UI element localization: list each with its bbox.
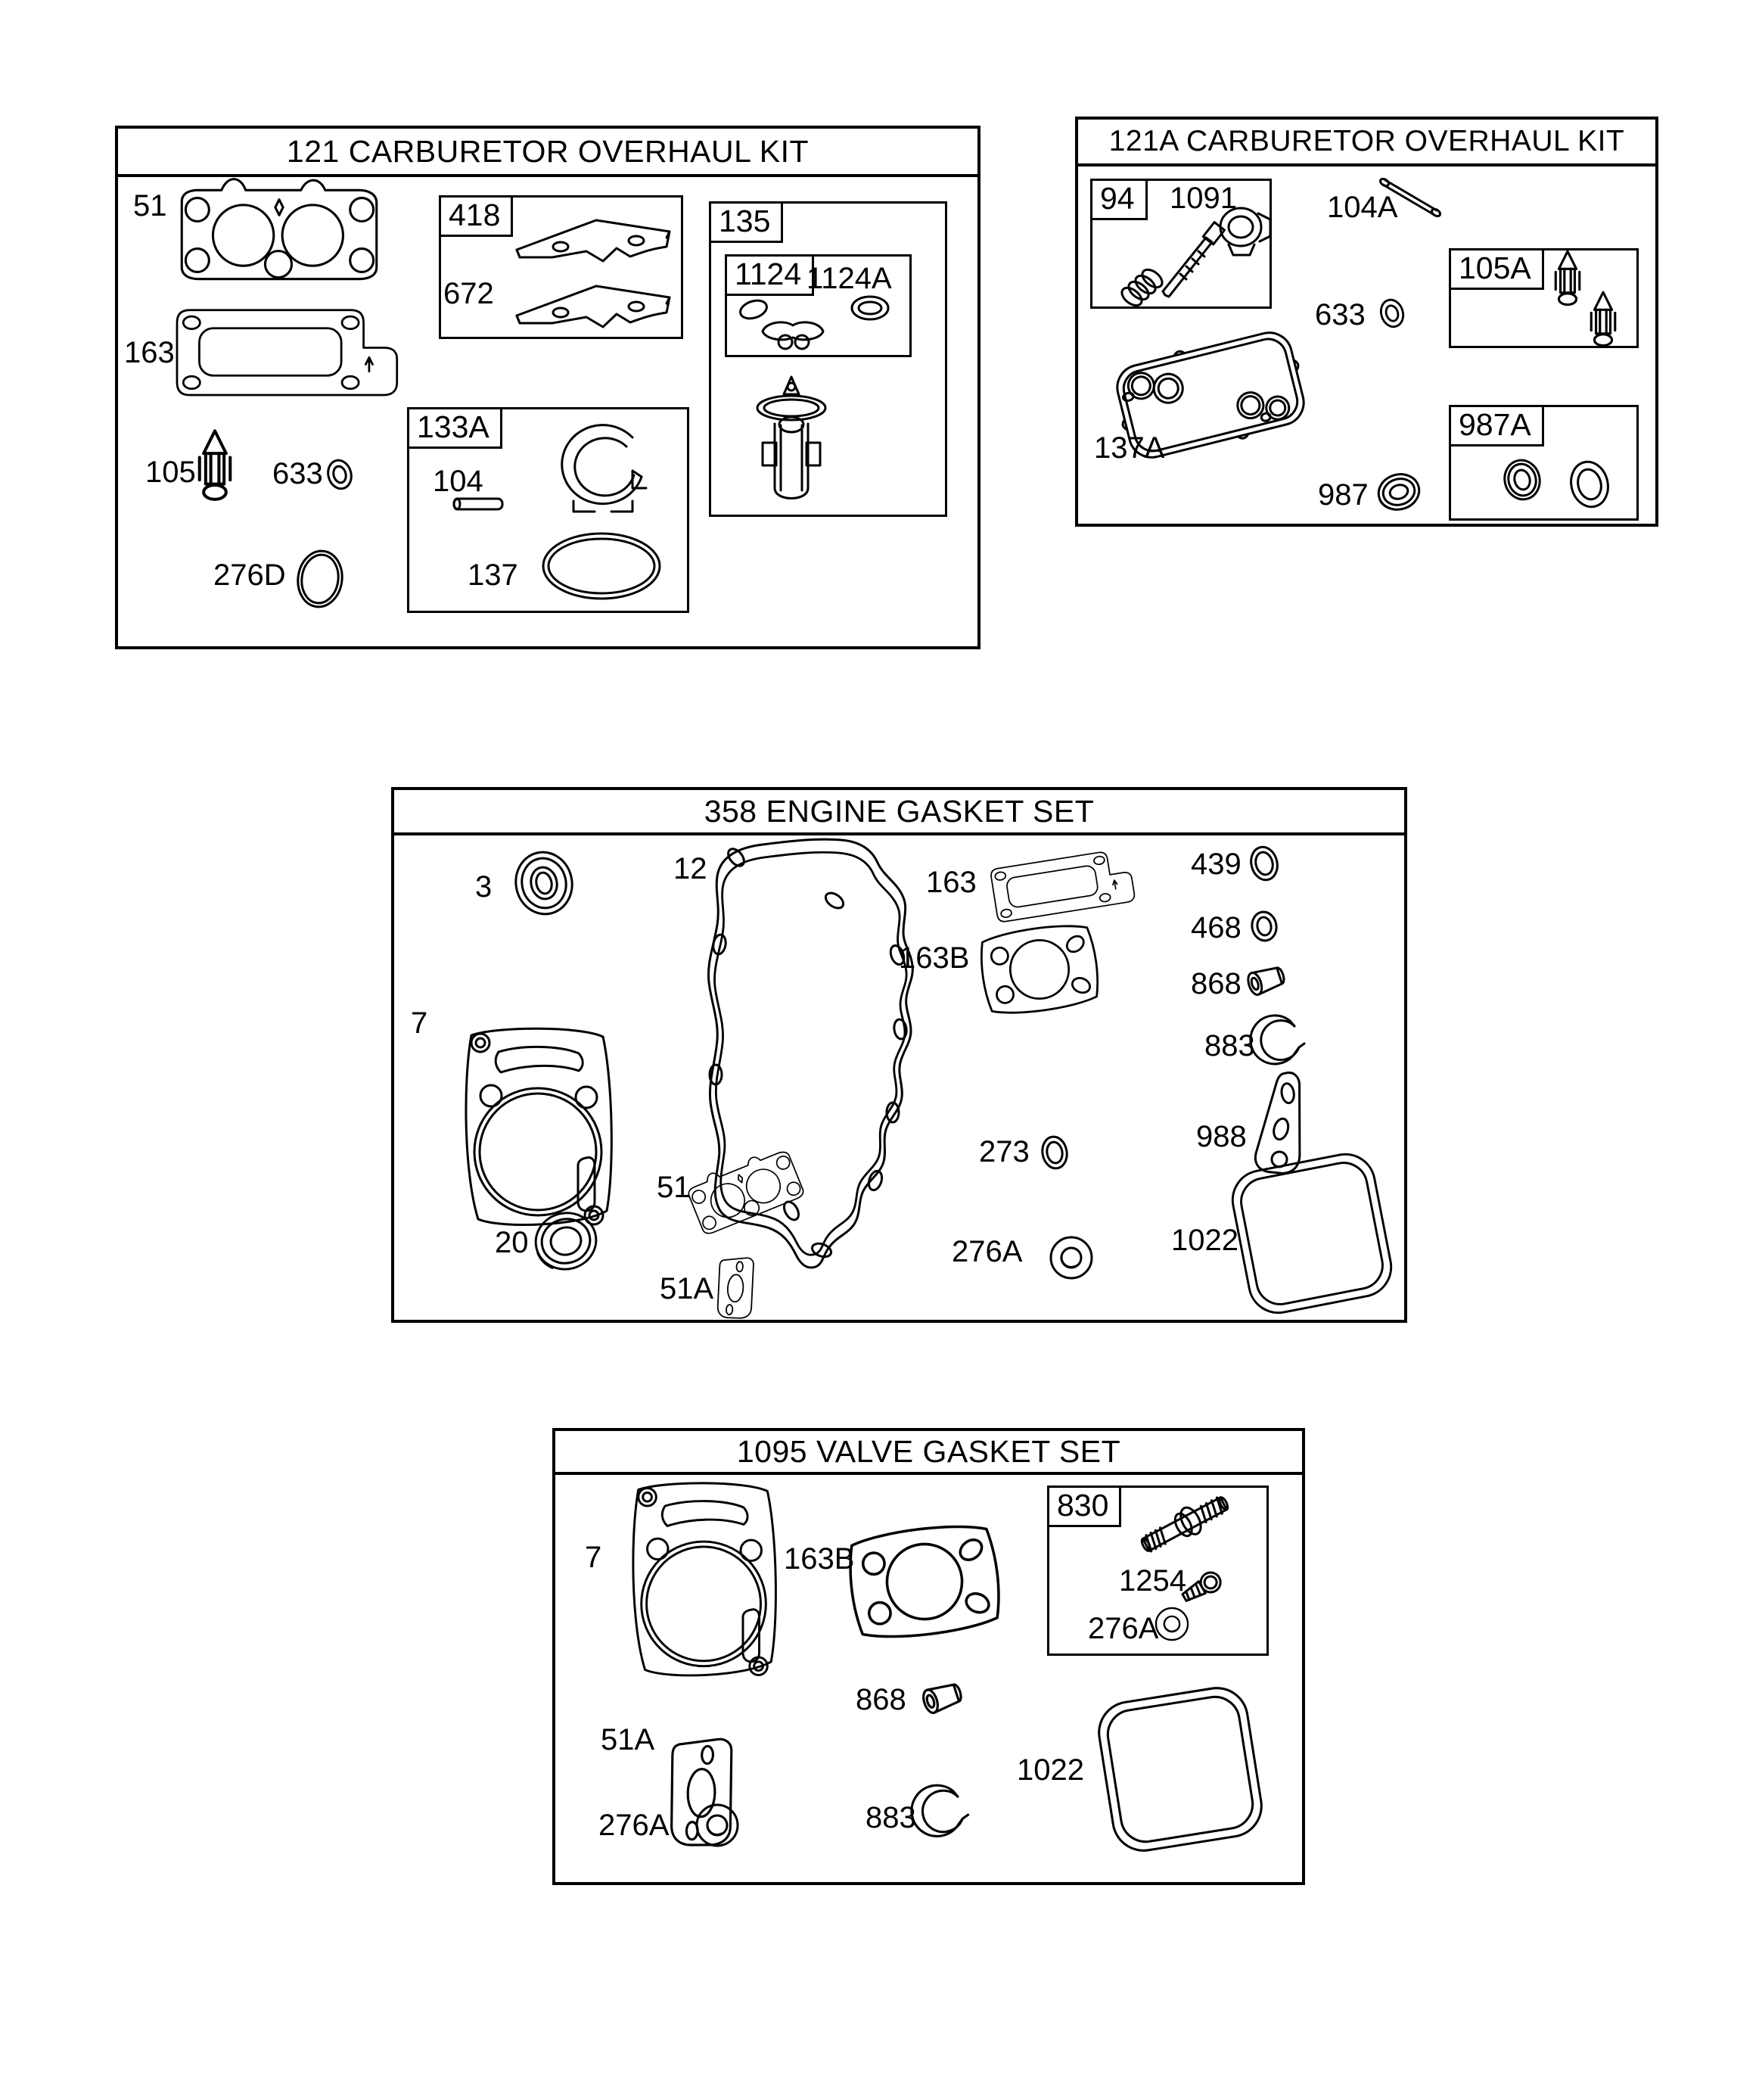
part-box-label-94: 94 <box>1090 179 1148 220</box>
part-label-51a-1095: 51A <box>601 1723 655 1756</box>
part-label-20: 20 <box>495 1226 529 1259</box>
part-box-105a <box>1449 248 1639 348</box>
part-label-1091: 1091 <box>1170 182 1237 215</box>
part-label-883-358: 883 <box>1204 1029 1255 1062</box>
part-label-7-358: 7 <box>411 1006 428 1040</box>
part-label-163b-1095: 163B <box>784 1542 855 1576</box>
part-label-276a-830: 276A <box>1088 1612 1159 1645</box>
part-label-137a: 137A <box>1094 431 1165 465</box>
part-label-104a: 104A <box>1327 191 1398 224</box>
part-label-276a-358: 276A <box>952 1235 1023 1268</box>
part-label-276d: 276D <box>213 558 286 592</box>
part-label-12: 12 <box>673 852 707 885</box>
part-label-633b: 633 <box>1315 298 1366 331</box>
kit-121-title: 121 CARBURETOR OVERHAUL KIT <box>118 129 977 177</box>
kit-1095-title: 1095 VALVE GASKET SET <box>555 1431 1302 1475</box>
part-label-104: 104 <box>433 465 483 498</box>
part-label-987: 987 <box>1318 478 1369 512</box>
part-label-868-358: 868 <box>1191 967 1242 1000</box>
part-box-label-105a: 105A <box>1449 248 1544 290</box>
part-label-51a-358: 51A <box>660 1272 714 1305</box>
part-box-label-135: 135 <box>709 201 783 243</box>
part-label-988: 988 <box>1196 1120 1247 1153</box>
part-box-label-133a: 133A <box>407 407 502 449</box>
part-label-633: 633 <box>272 457 323 490</box>
part-box-label-418: 418 <box>439 195 513 237</box>
kit-358-title: 358 ENGINE GASKET SET <box>394 790 1404 835</box>
part-label-273: 273 <box>979 1135 1030 1168</box>
part-label-163-358: 163 <box>926 866 977 899</box>
part-label-105: 105 <box>145 456 196 489</box>
part-label-468: 468 <box>1191 911 1242 944</box>
part-box-133a <box>407 407 689 613</box>
part-box-418 <box>439 195 683 339</box>
part-label-672: 672 <box>443 277 494 310</box>
part-label-137: 137 <box>468 558 518 592</box>
part-label-163: 163 <box>124 336 175 369</box>
part-label-7-1095: 7 <box>585 1541 602 1574</box>
part-label-439: 439 <box>1191 848 1242 881</box>
part-box-987a <box>1449 405 1639 521</box>
part-label-1022-1095: 1022 <box>1017 1753 1084 1787</box>
part-box-135 <box>709 201 947 517</box>
kit-121a-title: 121A CARBURETOR OVERHAUL KIT <box>1078 120 1655 166</box>
part-label-51: 51 <box>133 189 167 222</box>
part-label-1124a: 1124A <box>806 262 892 295</box>
part-label-1022-358: 1022 <box>1171 1224 1238 1257</box>
part-label-51-358: 51 <box>657 1171 691 1204</box>
part-box-label-1124: 1124 <box>725 254 814 296</box>
part-label-868-1095: 868 <box>856 1683 906 1716</box>
part-label-883-1095: 883 <box>866 1801 916 1834</box>
part-box-label-987a: 987A <box>1449 405 1544 446</box>
part-label-3: 3 <box>475 870 493 904</box>
part-label-276a-1095: 276A <box>598 1809 670 1842</box>
part-label-163b-358: 163B <box>899 941 970 975</box>
part-box-label-830: 830 <box>1047 1486 1121 1527</box>
part-label-1254: 1254 <box>1119 1564 1186 1598</box>
